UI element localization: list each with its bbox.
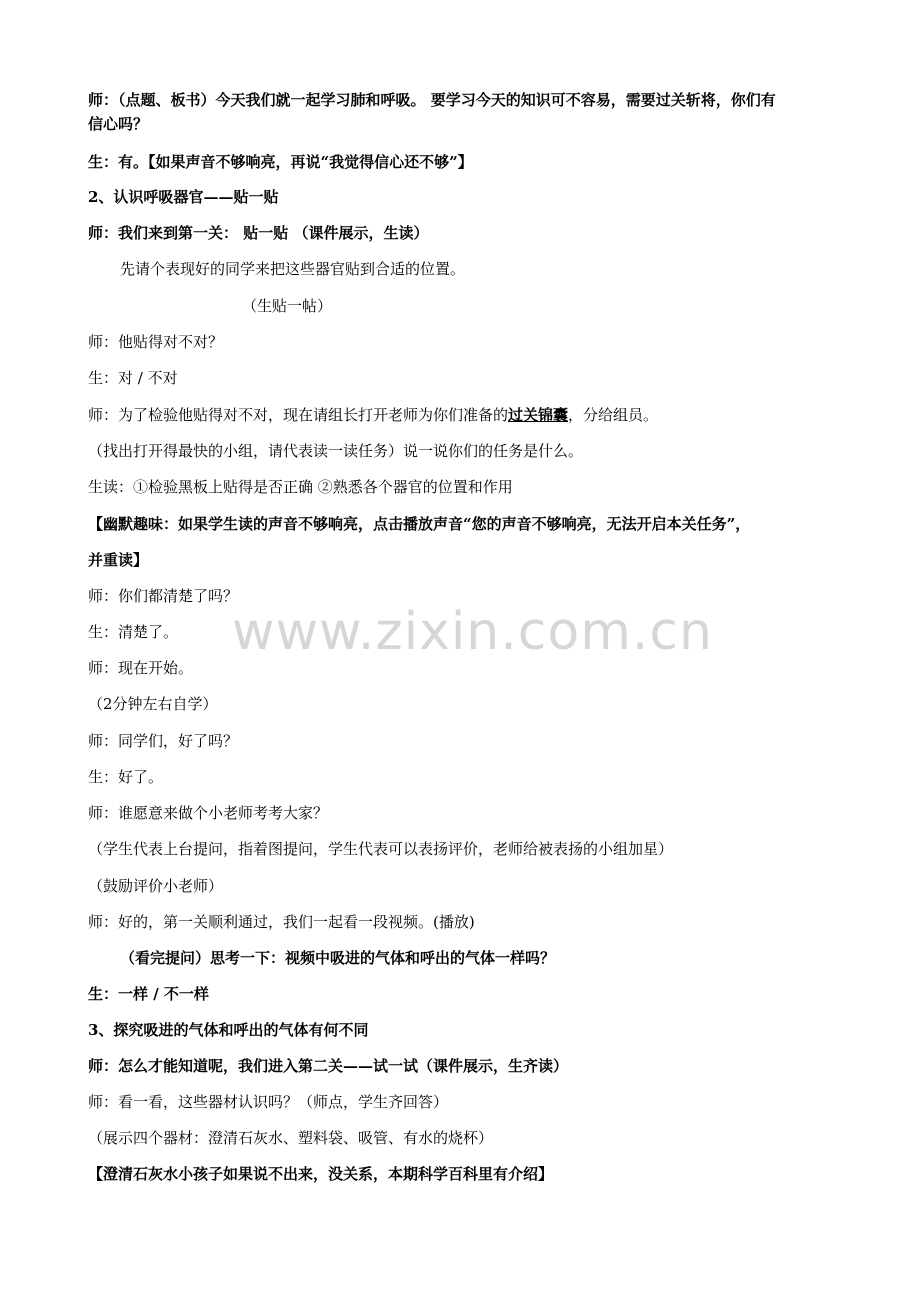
text-line: （展示四个器材：澄清石灰水、塑料袋、吸管、有水的烧杯） [88,1129,494,1147]
text-line: 师：他贴得对不对？ [88,333,224,351]
text-line: 生：清楚了。 [88,623,179,641]
text-line: 生：一样 / 不一样 [88,985,209,1003]
text-segment: ，分给组员。 [568,406,659,424]
text-line-with-highlight [88,405,658,425]
text-line: 师：谁愿意来做个小老师考考大家？ [88,804,329,822]
text-line: （找出打开得最快的小组，请代表读一读任务）说一说你们的任务是什么。 [88,442,584,460]
text-line: 信心吗？ [88,115,149,133]
text-line: （生贴一帖） [242,297,333,315]
text-line: 师：你们都清楚了吗？ [88,587,239,605]
text-line: 生：对 / 不对 [88,369,178,387]
text-line: 生读：①检验黑板上贴得是否正确 ②熟悉各个器官的位置和作用 [88,478,513,496]
text-line: 师：同学们，好了吗？ [88,732,239,750]
text-line: 先请个表现好的同学来把这些器官贴到合适的位置。 [120,260,466,278]
watermark: www.zixin.com.cn [232,602,713,662]
text-line: 生：有。【如果声音不够响亮，再说“我觉得信心还不够”】 [88,153,473,171]
text-line: 师：（点题、板书）今天我们就一起学习肺和呼吸。 要学习今天的知识可不容易，需要过关斩将，你们有 [88,91,776,109]
text-line: （看完提问）思考一下：视频中吸进的气体和呼出的气体一样吗？ [120,949,556,967]
text-line: 【幽默趣味：如果学生读的声音不够响亮，点击播放声音“您的声音不够响亮，无法开启本关任务”， [88,515,751,533]
section-heading: 3、探究吸进的气体和呼出的气体有何不同 [88,1021,369,1039]
text-segment: 师：为了检验他贴得对不对，现在请组长打开老师为你们准备的 [88,406,509,424]
text-line: 师：现在开始。 [88,659,194,677]
section-heading: 2、认识呼吸器官——贴一贴 [88,188,279,206]
text-line: （学生代表上台提问，指着图提问，学生代表可以表扬评价，老师给被表扬的小组加星） [88,840,674,858]
highlighted-term: 过关锦囊 [508,406,569,424]
text-line: 师：好的，第一关顺利通过，我们一起看一段视频。(播放) [88,913,475,931]
text-line: 生：好了。 [88,768,164,786]
text-line: 师：怎么才能知道呢，我们进入第二关——试一试（课件展示，生齐读） [88,1057,569,1075]
text-line: （鼓励评价小老师） [88,877,224,895]
text-line: 并重读】 [88,551,149,569]
text-line: 【澄清石灰水小孩子如果说不出来，没关系，本期科学百科里有介绍】 [88,1165,554,1183]
text-line: 师：看一看，这些器材认识吗？（师点，学生齐回答） [88,1093,449,1111]
text-line: （2分钟左右自学） [88,695,218,713]
text-line: 师：我们来到第一关： 贴一贴 （课件展示，生读） [88,224,429,242]
